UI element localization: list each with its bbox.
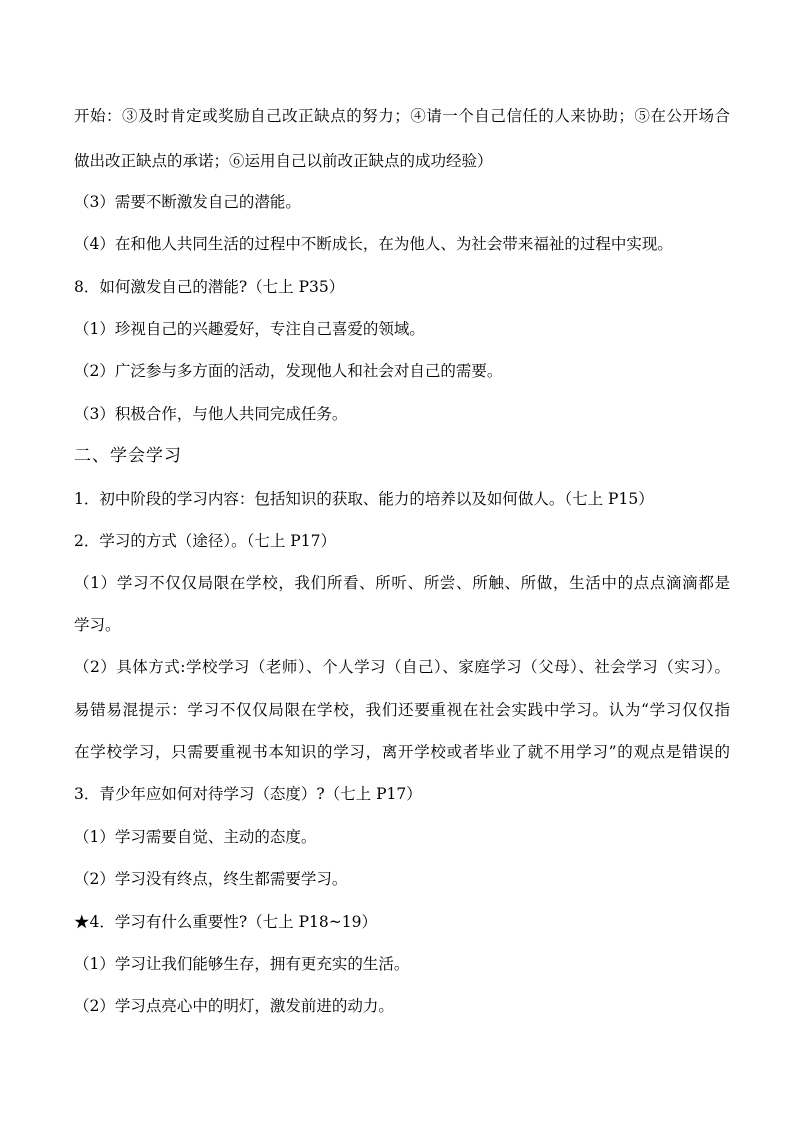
question-heading: 3．青少年应如何对待学习（态度）?（七上 P17） xyxy=(74,785,422,803)
tip-line: 在学校学习，只需要重视书本知识的学习，离开学校或者毕业了就不用学习”的观点是错误的 xyxy=(74,743,730,761)
text-line: （1）学习不仅仅局限在学校，我们所看、所听、所尝、所触、所做，生活中的点点滴滴都是 xyxy=(74,574,730,592)
question-heading: 1．初中阶段的学习内容：包括知识的获取、能力的培养以及如何做人。（七上 P15） xyxy=(74,490,654,508)
text-line: （3）需要不断激发自己的潜能。 xyxy=(74,193,301,211)
tip-line: 易错易混提示：学习不仅仅局限在学校，我们还要重视在社会实践中学习。认为“学习仅仅指 xyxy=(74,701,730,719)
text-line: （2）学习没有终点，终生都需要学习。 xyxy=(74,870,348,888)
text-line: （1）学习让我们能够生存，拥有更充实的生活。 xyxy=(74,955,410,973)
text-line: （1）学习需要自觉、主动的态度。 xyxy=(74,828,317,846)
text-line: 做出改正缺点的承诺；⑥运用自己以前改正缺点的成功经验） xyxy=(74,152,493,170)
text-line: （3）积极合作，与他人共同完成任务。 xyxy=(74,405,348,423)
text-line: 开始：③及时肯定或奖励自己改正缺点的努力；④请一个自己信任的人来协助；⑤在公开场合 xyxy=(74,107,730,125)
question-heading: ★4．学习有什么重要性?（七上 P18~19） xyxy=(74,913,377,931)
question-heading: 2．学习的方式（途径）。（七上 P17） xyxy=(74,532,336,550)
text-line: （4）在和他人共同生活的过程中不断成长，在为他人、为社会带来福祉的过程中实现。 xyxy=(74,235,673,253)
text-line: （1）珍视自己的兴趣爱好，专注自己喜爱的领域。 xyxy=(74,320,425,338)
text-line: 学习。 xyxy=(74,616,121,634)
text-line: （2）学习点亮心中的明灯，激发前进的动力。 xyxy=(74,997,394,1015)
text-line: （2）广泛参与多方面的活动，发现他人和社会对自己的需要。 xyxy=(74,362,503,380)
section-heading: 二、学会学习 xyxy=(74,446,182,466)
text-line: （2）具体方式:学校学习（老师）、个人学习（自己）、家庭学习（父母）、社会学习（实习）。 xyxy=(74,658,730,676)
question-heading: 8．如何激发自己的潜能?（七上 P35） xyxy=(74,278,345,296)
